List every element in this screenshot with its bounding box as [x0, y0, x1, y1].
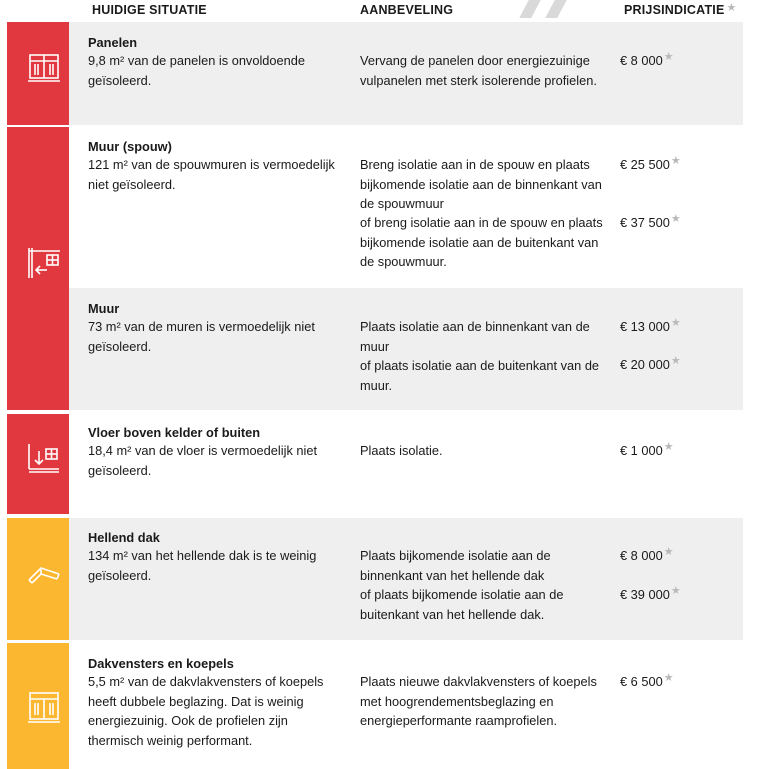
- floor-insulation-icon: [27, 442, 61, 476]
- header-price: PRIJSINDICATIE ★: [624, 2, 737, 17]
- star-icon: ★: [670, 213, 681, 225]
- price: € 39 000★: [620, 585, 681, 602]
- table-row-muur-spouw: [0, 126, 743, 288]
- window-panel-icon: [27, 51, 61, 85]
- recommendation: Vervang de panelen door energiezuinige vulpanelen met sterk isolerende profielen.: [360, 53, 597, 88]
- item-description: 5,5 m² van de dakvlakvensters of koepels heeft dubbele beglazing. Dat is weinig energiezuinig. Ook de profielen zijn thermisch weinig performant.: [88, 674, 324, 748]
- price: € 1 000★: [620, 441, 674, 458]
- category-strip-yellow: [7, 642, 69, 769]
- star-icon: ★: [663, 441, 674, 453]
- item-description: 18,4 m² van de vloer is vermoedelijk niet geïsoleerd.: [88, 443, 318, 478]
- price: € 6 500★: [620, 672, 674, 689]
- recommendation: of plaats bijkomende isolatie aan de buitenkant van het hellende dak.: [360, 587, 564, 622]
- recommendation: Plaats isolatie aan de binnenkant van de muur: [360, 319, 590, 354]
- recommendation: Breng isolatie aan in de spouw en plaats bijkomende isolatie aan de binnenkant van de spouwmuur: [360, 157, 602, 211]
- recommendation: of breng isolatie aan in de spouw en plaats bijkomende isolatie aan de buitenkant van de spouwmuur.: [360, 215, 603, 269]
- row-divider: [7, 514, 743, 518]
- recommendation: of plaats isolatie aan de buitenkant van de muur.: [360, 358, 600, 393]
- row-divider: [7, 410, 743, 414]
- recommendation: Plaats bijkomende isolatie aan de binnenkant van het hellende dak: [360, 548, 551, 583]
- star-icon: ★: [670, 155, 681, 167]
- table-row-vloer: [0, 412, 743, 516]
- item-description: 73 m² van de muren is vermoedelijk niet geïsoleerd.: [88, 319, 315, 354]
- category-strip-red: [7, 412, 69, 516]
- price: € 20 000★: [620, 355, 681, 372]
- decorative-slash: [545, 0, 567, 18]
- star-icon: ★: [670, 355, 681, 367]
- table-row-muur: [0, 288, 743, 412]
- table-row-panelen: [0, 22, 743, 126]
- table-row-hellend-dak: [0, 516, 743, 642]
- price: € 8 000★: [620, 546, 674, 563]
- price: € 37 500★: [620, 213, 681, 230]
- row-divider: [7, 640, 743, 643]
- item-title: Vloer boven kelder of buiten: [88, 425, 261, 440]
- item-description: 134 m² van het hellende dak is te weinig geïsoleerd.: [88, 548, 317, 583]
- star-icon: ★: [670, 317, 681, 329]
- pitched-roof-icon: [27, 558, 61, 592]
- price: € 25 500★: [620, 155, 681, 172]
- header-advice: AANBEVELING: [360, 3, 454, 17]
- item-title: Panelen: [88, 35, 138, 50]
- item-title: Hellend dak: [88, 530, 160, 545]
- row-divider: [7, 125, 743, 127]
- category-strip-yellow: [7, 516, 69, 642]
- item-title: Dakvensters en koepels: [88, 656, 234, 671]
- table-row-dakvensters: [0, 642, 743, 769]
- category-strip-red: [7, 22, 69, 126]
- recommendation: Plaats isolatie.: [360, 443, 443, 458]
- star-icon: ★: [663, 51, 674, 63]
- decorative-slash: [519, 0, 541, 18]
- star-icon: ★: [726, 2, 737, 14]
- item-title: Muur: [88, 301, 120, 316]
- header-current-situation: HUIDIGE SITUATIE: [92, 3, 207, 17]
- roof-window-icon: [27, 690, 61, 724]
- item-description: 121 m² van de spouwmuren is vermoedelijk niet geïsoleerd.: [88, 157, 335, 192]
- item-title: Muur (spouw): [88, 139, 172, 154]
- item-description: 9,8 m² van de panelen is onvoldoende geïsoleerd.: [88, 53, 305, 88]
- price: € 8 000★: [620, 51, 674, 68]
- price: € 13 000★: [620, 317, 681, 334]
- star-icon: ★: [663, 672, 674, 684]
- category-strip-red: [7, 126, 69, 412]
- wall-insulation-icon: [27, 246, 61, 280]
- star-icon: ★: [663, 546, 674, 558]
- star-icon: ★: [670, 585, 681, 597]
- recommendation: Plaats nieuwe dakvlakvensters of koepels met hoogrendementsbeglazing en energieperformante raamprofielen.: [360, 674, 597, 728]
